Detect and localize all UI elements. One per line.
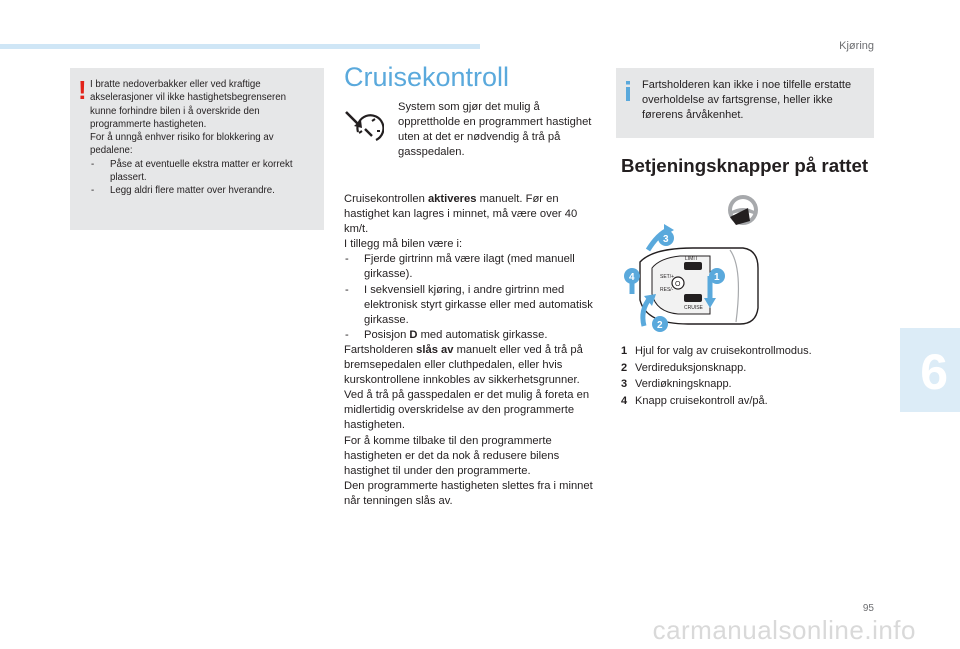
callout-4: 4 — [629, 272, 635, 283]
text-run: Posisjon — [364, 328, 410, 341]
warning-line: pedalene: — [90, 145, 133, 157]
text-run: manuelt eller ved å trå på bremsepedalen eller cluthpedalen, eller hvis kurskontrollene innkobles av sikkerhetsgrunner. — [344, 343, 583, 387]
text-run: manuelt. Før en hastighet kan lagres i minnet, må være over 40 km/t. — [344, 193, 578, 236]
page-number: 95 — [862, 603, 874, 614]
activation-paragraph — [344, 192, 600, 237]
warning-line: For å unngå enhver risiko for blokkering av — [90, 132, 274, 144]
header-accent-bar — [0, 44, 480, 49]
section-title: Kjøring — [839, 40, 874, 52]
info-text: Fartsholderen kan ikke i noe tilfelle erstatte overholdelse av fartsgrense, heller ikke førerens årvåkenhet. — [642, 79, 852, 122]
bold-term: D — [409, 328, 418, 341]
legend-number: 2 — [621, 361, 628, 374]
requirement-bullet: - I sekvensiell kjøring, i andre girtrinn med elektronisk styrt girkasse eller med automatisk girkasse. — [344, 283, 600, 328]
legend-number: 3 — [621, 378, 628, 391]
controls-legend — [621, 343, 861, 409]
requirement-bullet — [344, 328, 600, 343]
legend-number: 1 — [621, 345, 628, 357]
warning-line: I bratte nedoverbakker eller ved kraftige — [90, 79, 261, 90]
legend-item — [621, 393, 861, 410]
cruise-label: CRUISE — [684, 305, 703, 311]
controls-title: Betjeningsknapper på rattet — [621, 155, 869, 176]
legend-item — [621, 343, 861, 360]
legend-text: Verdireduksjonsknapp. — [635, 361, 747, 374]
legend-item — [621, 360, 861, 377]
legend-number: 4 — [621, 394, 628, 407]
warning-text — [90, 78, 322, 198]
res-label: RES/- — [660, 287, 674, 293]
warning-line: akselerasjoner vil ikke hastighetsbegrenseren — [90, 92, 287, 104]
text-run: Cruisekontrollen — [344, 193, 428, 205]
text-run: med automatisk girkasse. — [417, 328, 548, 341]
steering-wheel-controls-illustration — [618, 190, 788, 338]
warning-line: programmerte hastigheten. — [90, 118, 207, 130]
deactivation-paragraph — [344, 343, 600, 388]
warning-box — [70, 68, 324, 230]
cruise-control-icon — [344, 106, 384, 146]
text-run: Fartsholderen — [344, 343, 417, 356]
callout-1: 1 — [714, 272, 720, 283]
legend-text: Verdiøkningsknapp. — [635, 378, 732, 391]
limit-label: LIMIT — [685, 256, 698, 262]
cruise-title: Cruisekontroll — [344, 62, 510, 92]
requirement-bullet: - Fjerde girtrinn må være ilagt (med manuell girkasse). — [344, 252, 600, 282]
chapter-number: 6 — [920, 344, 948, 400]
warning-line: kunne forhindre bilen i å overskride den — [90, 105, 260, 117]
bold-term: slås av — [416, 343, 454, 356]
resume-paragraph: For å komme tilbake til den programmerte hastigheten er det da nok å redusere bilens hastighet til under den programmerte. — [344, 434, 560, 477]
cruise-intro: System som gjør det mulig å opprettholde en programmert hastighet uten at det er nødvendig å trå på gasspedalen. — [398, 101, 592, 159]
memory-paragraph: Den programmerte hastigheten slettes fra i minnet når tenningen slås av. — [344, 479, 593, 507]
warning-exclamation-icon: ! — [78, 75, 87, 105]
steering-wheel-icon — [728, 195, 758, 225]
requirements-intro: I tillegg må bilen være i: — [344, 238, 463, 251]
watermark: carmanualsonline.info — [652, 615, 916, 645]
cruise-body — [344, 192, 600, 509]
set-label: SET/+ — [660, 274, 675, 280]
legend-text: Hjul for valg av cruisekontrollmodus. — [635, 345, 812, 357]
bold-term: aktiveres — [427, 193, 477, 205]
warning-bullet: - Påse at eventuelle ekstra matter er korrekt plassert. — [90, 158, 322, 185]
callout-3: 3 — [663, 234, 669, 245]
legend-text: Knapp cruisekontroll av/på. — [635, 394, 768, 407]
legend-item — [621, 376, 861, 393]
override-paragraph: Ved å trå på gasspedalen er det mulig å foreta en midlertidig overskridelse av den programmerte hastigheten. — [344, 389, 590, 432]
callout-2: 2 — [657, 320, 663, 331]
button-o-label: O — [675, 281, 681, 288]
info-icon — [626, 81, 630, 101]
warning-bullet: - Legg aldri flere matter over hverandre. — [90, 184, 322, 197]
